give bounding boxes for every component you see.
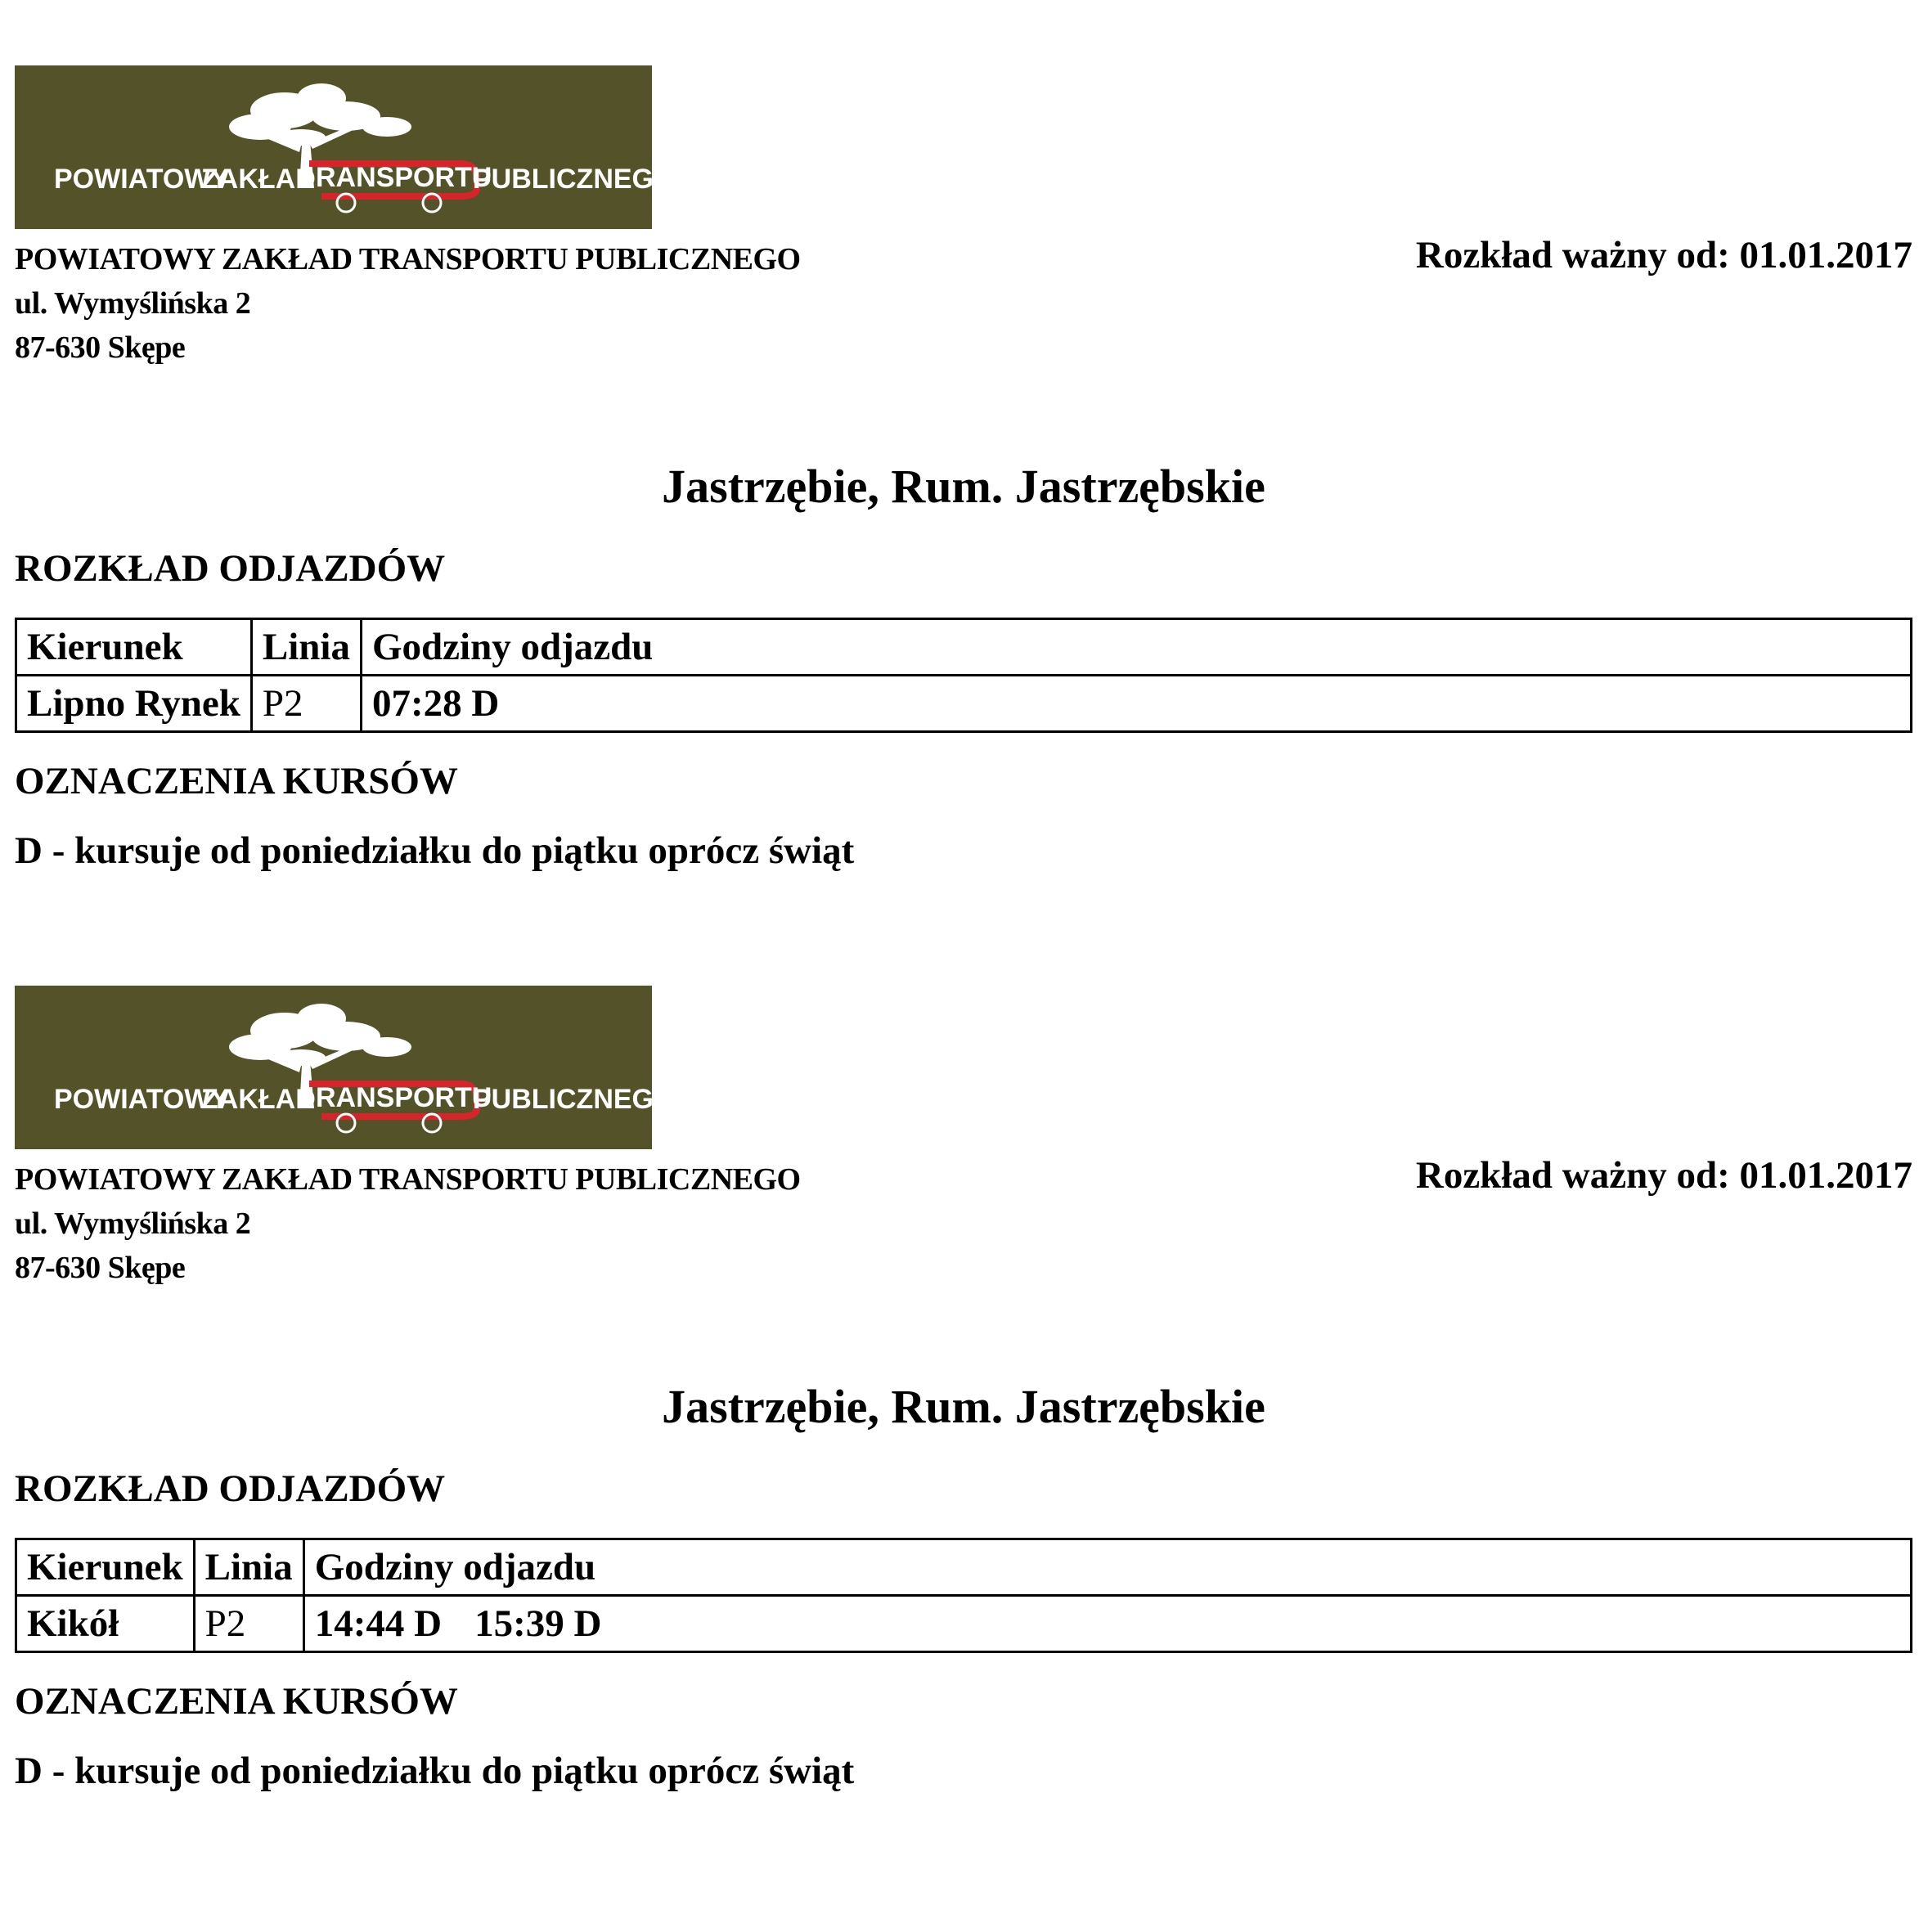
header-line: Linia — [194, 1539, 303, 1596]
header-departure-times: Godziny odjazdu — [303, 1539, 1911, 1596]
header-direction: Kierunek — [16, 619, 252, 676]
departure-time: 14:44 D — [314, 1602, 443, 1645]
company-city: 87-630 Skępe — [15, 330, 186, 365]
header-direction: Kierunek — [16, 1539, 195, 1596]
legend-text: D - kursuje od poniedziałku do piątku oprócz świąt — [15, 829, 855, 872]
table-row — [16, 676, 1912, 732]
cell-direction: Lipno Rynek — [16, 676, 252, 732]
table-header-row — [16, 619, 1912, 676]
departure-time: 07:28 D — [371, 682, 500, 725]
cell-line: P2 — [251, 676, 361, 732]
stop-name-title: Jastrzębie, Rum. Jastrzębskie — [662, 460, 1265, 513]
table-row — [16, 1596, 1912, 1652]
timetable-sheet-1 — [15, 65, 1912, 941]
company-street: ul. Wymyślińska 2 — [15, 1206, 251, 1241]
logo-text-publicznego: PUBLICZNEGO — [473, 1084, 676, 1115]
stop-name-title: Jastrzębie, Rum. Jastrzębskie — [662, 1380, 1265, 1433]
departures-heading: ROZKŁAD ODJAZDÓW — [15, 1467, 446, 1510]
header-line: Linia — [251, 619, 361, 676]
cell-departure-times — [361, 676, 1911, 732]
company-logo — [15, 986, 676, 1149]
logo-text-zaklad: ZAKŁAD — [201, 164, 316, 195]
logo-text-transportu: RANSPORTU — [316, 1082, 492, 1113]
company-address — [15, 1157, 801, 1290]
valid-from-date: Rozkład ważny od: 01.01.2017 — [1415, 1154, 1912, 1197]
legend-heading: OZNACZENIA KURSÓW — [15, 1680, 458, 1723]
company-city: 87-630 Skępe — [15, 1251, 186, 1285]
company-street: ul. Wymyślińska 2 — [15, 286, 251, 321]
tree-bus-logo-icon — [15, 65, 676, 229]
company-address — [15, 237, 801, 370]
tree-bus-logo-icon — [15, 986, 676, 1149]
logo-text-transportu: RANSPORTU — [316, 162, 492, 193]
logo-text-powiatowy: POWIATOWY — [54, 164, 230, 195]
company-name: POWIATOWY ZAKŁAD TRANSPORTU PUBLICZNEGO — [15, 1162, 801, 1197]
departures-table — [15, 1538, 1912, 1653]
legend-text: D - kursuje od poniedziałku do piątku oprócz świąt — [15, 1750, 855, 1792]
logo-text-zaklad: ZAKŁAD — [201, 1084, 316, 1115]
logo-text-powiatowy: POWIATOWY — [54, 1084, 230, 1115]
departure-time: 15:39 D — [474, 1602, 602, 1645]
table-header-row — [16, 1539, 1912, 1596]
valid-from-date: Rozkład ważny od: 01.01.2017 — [1415, 234, 1912, 276]
company-name: POWIATOWY ZAKŁAD TRANSPORTU PUBLICZNEGO — [15, 242, 801, 276]
legend-heading: OZNACZENIA KURSÓW — [15, 760, 458, 802]
header-departure-times: Godziny odjazdu — [361, 619, 1911, 676]
company-logo — [15, 65, 676, 229]
logo-text-publicznego: PUBLICZNEGO — [473, 164, 676, 195]
departures-heading: ROZKŁAD ODJAZDÓW — [15, 547, 446, 590]
cell-line: P2 — [194, 1596, 303, 1652]
departures-table — [15, 618, 1912, 733]
cell-direction: Kikół — [16, 1596, 195, 1652]
timetable-sheet-2 — [15, 986, 1912, 1861]
cell-departure-times — [303, 1596, 1911, 1652]
